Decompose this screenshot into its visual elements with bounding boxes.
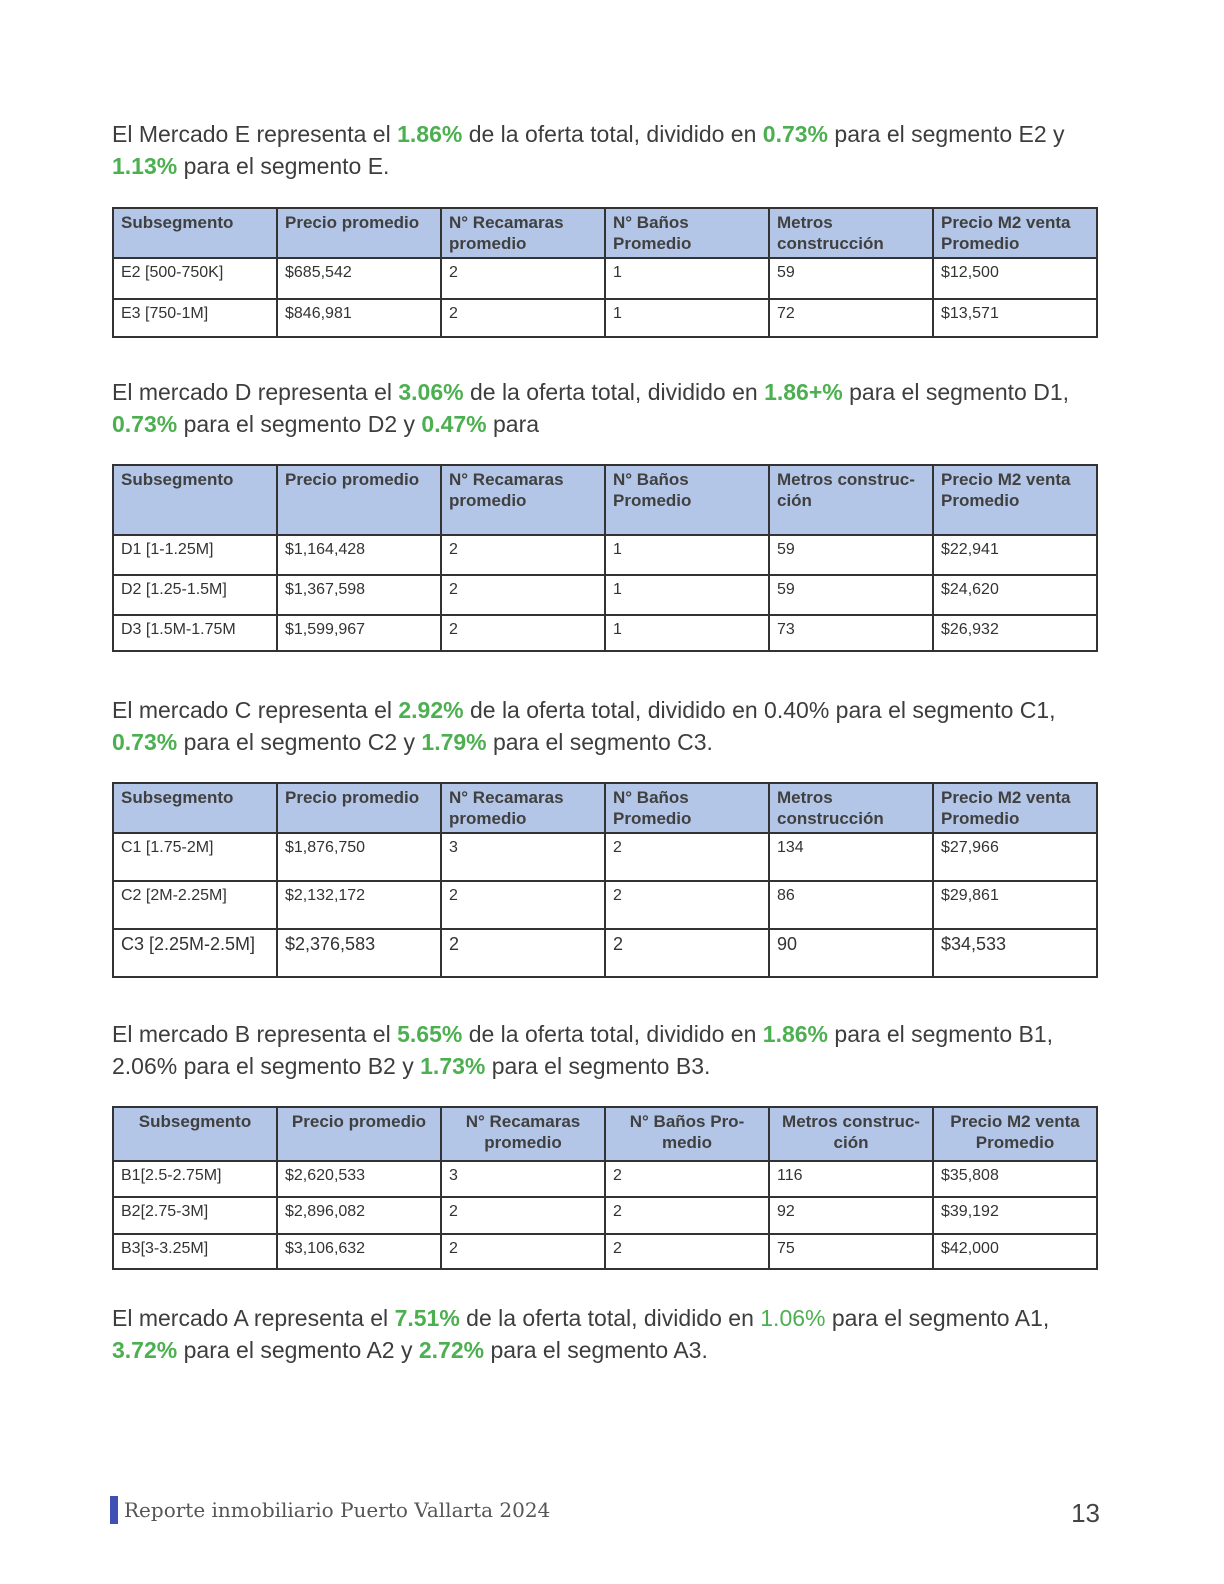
text-run: El mercado B representa el <box>112 1021 398 1047</box>
table-cell: 3 <box>441 1161 605 1197</box>
text-run: de la oferta total, dividido en <box>459 1305 761 1331</box>
table-cell: D2 [1.25-1.5M] <box>113 575 277 615</box>
text-run: para el segmento D1, <box>842 379 1070 405</box>
table-header-row <box>113 1107 1097 1161</box>
header-precio-m2: Precio M2 venta Promedio <box>933 465 1097 535</box>
table-cell: 2 <box>605 1234 769 1269</box>
percentage: 7.51% <box>394 1305 460 1331</box>
percentage: 0.73% <box>112 411 178 437</box>
header-precio-promedio: Precio promedio <box>277 465 441 535</box>
table-cell: 2 <box>441 575 605 615</box>
text-run: para el segmento B1, 2.06% para el segmento B2 y <box>112 1021 1054 1079</box>
market-e-paragraph <box>112 118 1102 182</box>
table-row <box>113 1197 1097 1234</box>
table-cell: $42,000 <box>933 1234 1097 1269</box>
table-row <box>113 535 1097 575</box>
table-header-row <box>113 465 1097 535</box>
table-cell: $35,808 <box>933 1161 1097 1197</box>
header-banos: N° Baños Promedio <box>605 208 769 258</box>
text-run: para el segmento E. <box>177 153 390 179</box>
text-run: El mercado A representa el <box>112 1305 395 1331</box>
text-run: para el segmento E2 y <box>828 121 1065 147</box>
table-cell: 2 <box>605 1161 769 1197</box>
text-run: para el segmento A1, <box>825 1305 1050 1331</box>
table-cell: D1 [1-1.25M] <box>113 535 277 575</box>
header-subsegmento: Subsegmento <box>113 465 277 535</box>
market-d-table <box>112 464 1098 652</box>
header-metros: Metros construcción <box>769 208 933 258</box>
table-cell: $846,981 <box>277 299 441 337</box>
table-cell: 2 <box>605 833 769 881</box>
percentage: 1.86% <box>762 1021 829 1047</box>
text-run: para el segmento B3. <box>485 1053 711 1079</box>
table-cell: 1 <box>605 535 769 575</box>
market-b-table <box>112 1106 1098 1270</box>
header-banos: N° Baños Promedio <box>605 465 769 535</box>
header-precio-m2: Precio M2 venta Promedio <box>933 783 1097 833</box>
header-subsegmento: Subsegmento <box>113 208 277 258</box>
percentage: 5.65% <box>397 1021 463 1047</box>
table-cell: 73 <box>769 615 933 651</box>
table-cell: $2,132,172 <box>277 881 441 929</box>
table-header-row <box>113 783 1097 833</box>
text-run: de la oferta total, dividido en <box>462 1021 763 1047</box>
table-cell: $1,599,967 <box>277 615 441 651</box>
table-cell: 1 <box>605 299 769 337</box>
percentage: 1.13% <box>112 153 178 179</box>
table-cell: B2[2.75-3M] <box>113 1197 277 1234</box>
table-cell: 59 <box>769 575 933 615</box>
table-cell: $1,876,750 <box>277 833 441 881</box>
table-cell: $1,367,598 <box>277 575 441 615</box>
table-cell: $24,620 <box>933 575 1097 615</box>
table-cell: B1[2.5-2.75M] <box>113 1161 277 1197</box>
market-c-table <box>112 782 1098 978</box>
table-cell: 92 <box>769 1197 933 1234</box>
table-cell: $27,966 <box>933 833 1097 881</box>
percentage: 1.73% <box>420 1053 486 1079</box>
table-cell: $13,571 <box>933 299 1097 337</box>
table-cell: E2 [500-750K] <box>113 258 277 299</box>
table-cell: B3[3-3.25M] <box>113 1234 277 1269</box>
header-subsegmento: Subsegmento <box>113 783 277 833</box>
market-b-paragraph <box>112 1018 1102 1082</box>
table-cell: $2,620,533 <box>277 1161 441 1197</box>
table-cell: E3 [750-1M] <box>113 299 277 337</box>
header-metros: Metros construc-ción <box>769 465 933 535</box>
table-cell: 2 <box>441 929 605 977</box>
header-banos: N° Baños Pro-medio <box>605 1107 769 1161</box>
header-metros: Metros construc-ción <box>769 1107 933 1161</box>
table-cell: $2,376,583 <box>277 929 441 977</box>
table-cell: 1 <box>605 615 769 651</box>
text-run: El mercado C representa el <box>112 697 399 723</box>
percentage: 0.73% <box>112 729 178 755</box>
table-cell: $29,861 <box>933 881 1097 929</box>
header-recamaras: N° Recamaras promedio <box>441 208 605 258</box>
text-run: para el segmento A2 y <box>177 1337 419 1363</box>
footer-accent-bar <box>110 1496 118 1524</box>
text-run: para el segmento C3. <box>486 729 713 755</box>
percentage: 3.72% <box>112 1337 178 1363</box>
table-cell: 2 <box>441 615 605 651</box>
table-cell: 59 <box>769 258 933 299</box>
table-cell: $2,896,082 <box>277 1197 441 1234</box>
header-metros: Metros construcción <box>769 783 933 833</box>
percentage: 0.73% <box>762 121 829 147</box>
text-run: El mercado D representa el <box>112 379 399 405</box>
table-row <box>113 833 1097 881</box>
header-subsegmento: Subsegmento <box>113 1107 277 1161</box>
table-cell: $3,106,632 <box>277 1234 441 1269</box>
table-cell: $39,192 <box>933 1197 1097 1234</box>
table-cell: C2 [2M-2.25M] <box>113 881 277 929</box>
table-cell: 75 <box>769 1234 933 1269</box>
percentage: 1.79% <box>421 729 487 755</box>
table-row <box>113 258 1097 299</box>
page-content <box>112 118 1102 1366</box>
table-cell: 134 <box>769 833 933 881</box>
table-cell: $22,941 <box>933 535 1097 575</box>
percentage: 3.06% <box>398 379 464 405</box>
table-cell: 90 <box>769 929 933 977</box>
header-precio-m2: Precio M2 venta Promedio <box>933 208 1097 258</box>
table-cell: C3 [2.25M-2.5M] <box>113 929 277 977</box>
table-cell: 116 <box>769 1161 933 1197</box>
header-precio-promedio: Precio promedio <box>277 208 441 258</box>
footer-title: Reporte inmobiliario Puerto Vallarta 2024 <box>124 1498 551 1522</box>
market-a-paragraph <box>112 1302 1102 1366</box>
table-cell: $685,542 <box>277 258 441 299</box>
percentage: 2.72% <box>418 1337 485 1363</box>
percentage: 2.92% <box>398 697 464 723</box>
table-cell: $34,533 <box>933 929 1097 977</box>
table-cell: $26,932 <box>933 615 1097 651</box>
table-row <box>113 929 1097 977</box>
header-precio-promedio: Precio promedio <box>277 1107 441 1161</box>
table-cell: 2 <box>441 299 605 337</box>
text-run: para el segmento D2 y <box>177 411 422 437</box>
table-row <box>113 1234 1097 1269</box>
text-run: para el segmento C2 y <box>177 729 422 755</box>
text-run: de la oferta total, dividido en <box>463 379 765 405</box>
header-banos: N° Baños Promedio <box>605 783 769 833</box>
page-number: 13 <box>1071 1498 1100 1528</box>
header-recamaras: N° Recamaras promedio <box>441 1107 605 1161</box>
table-cell: 2 <box>441 535 605 575</box>
text-run: para <box>486 411 540 437</box>
table-cell: 1 <box>605 575 769 615</box>
table-cell: 2 <box>441 1197 605 1234</box>
table-cell: 1 <box>605 258 769 299</box>
table-cell: $12,500 <box>933 258 1097 299</box>
table-cell: 2 <box>441 258 605 299</box>
table-cell: 59 <box>769 535 933 575</box>
percentage: 0.47% <box>421 411 487 437</box>
market-d-paragraph <box>112 376 1102 440</box>
table-cell: 86 <box>769 881 933 929</box>
market-c-paragraph <box>112 694 1102 758</box>
table-cell: 3 <box>441 833 605 881</box>
table-cell: 2 <box>441 1234 605 1269</box>
header-precio-m2: Precio M2 venta Promedio <box>933 1107 1097 1161</box>
text-run: El Mercado E representa el <box>112 121 398 147</box>
header-precio-promedio: Precio promedio <box>277 783 441 833</box>
percentage: 1.86% <box>397 121 463 147</box>
table-row <box>113 881 1097 929</box>
table-cell: C1 [1.75-2M] <box>113 833 277 881</box>
table-cell: 72 <box>769 299 933 337</box>
text-run: para el segmento A3. <box>484 1337 708 1363</box>
table-cell: 2 <box>605 1197 769 1234</box>
market-e-table <box>112 207 1098 338</box>
table-cell: 2 <box>605 929 769 977</box>
table-cell: D3 [1.5M-1.75M <box>113 615 277 651</box>
percentage: 1.86+% <box>764 379 843 405</box>
table-cell: 2 <box>605 881 769 929</box>
percentage: 1.06% <box>760 1305 826 1331</box>
table-row <box>113 615 1097 651</box>
text-run: de la oferta total, dividido en 0.40% para el segmento C1, <box>463 697 1056 723</box>
table-row <box>113 575 1097 615</box>
table-cell: $1,164,428 <box>277 535 441 575</box>
header-recamaras: N° Recamaras promedio <box>441 783 605 833</box>
table-row <box>113 299 1097 337</box>
table-cell: 2 <box>441 881 605 929</box>
text-run: de la oferta total, dividido en <box>462 121 763 147</box>
table-row <box>113 1161 1097 1197</box>
header-recamaras: N° Recamaras promedio <box>441 465 605 535</box>
table-header-row <box>113 208 1097 258</box>
